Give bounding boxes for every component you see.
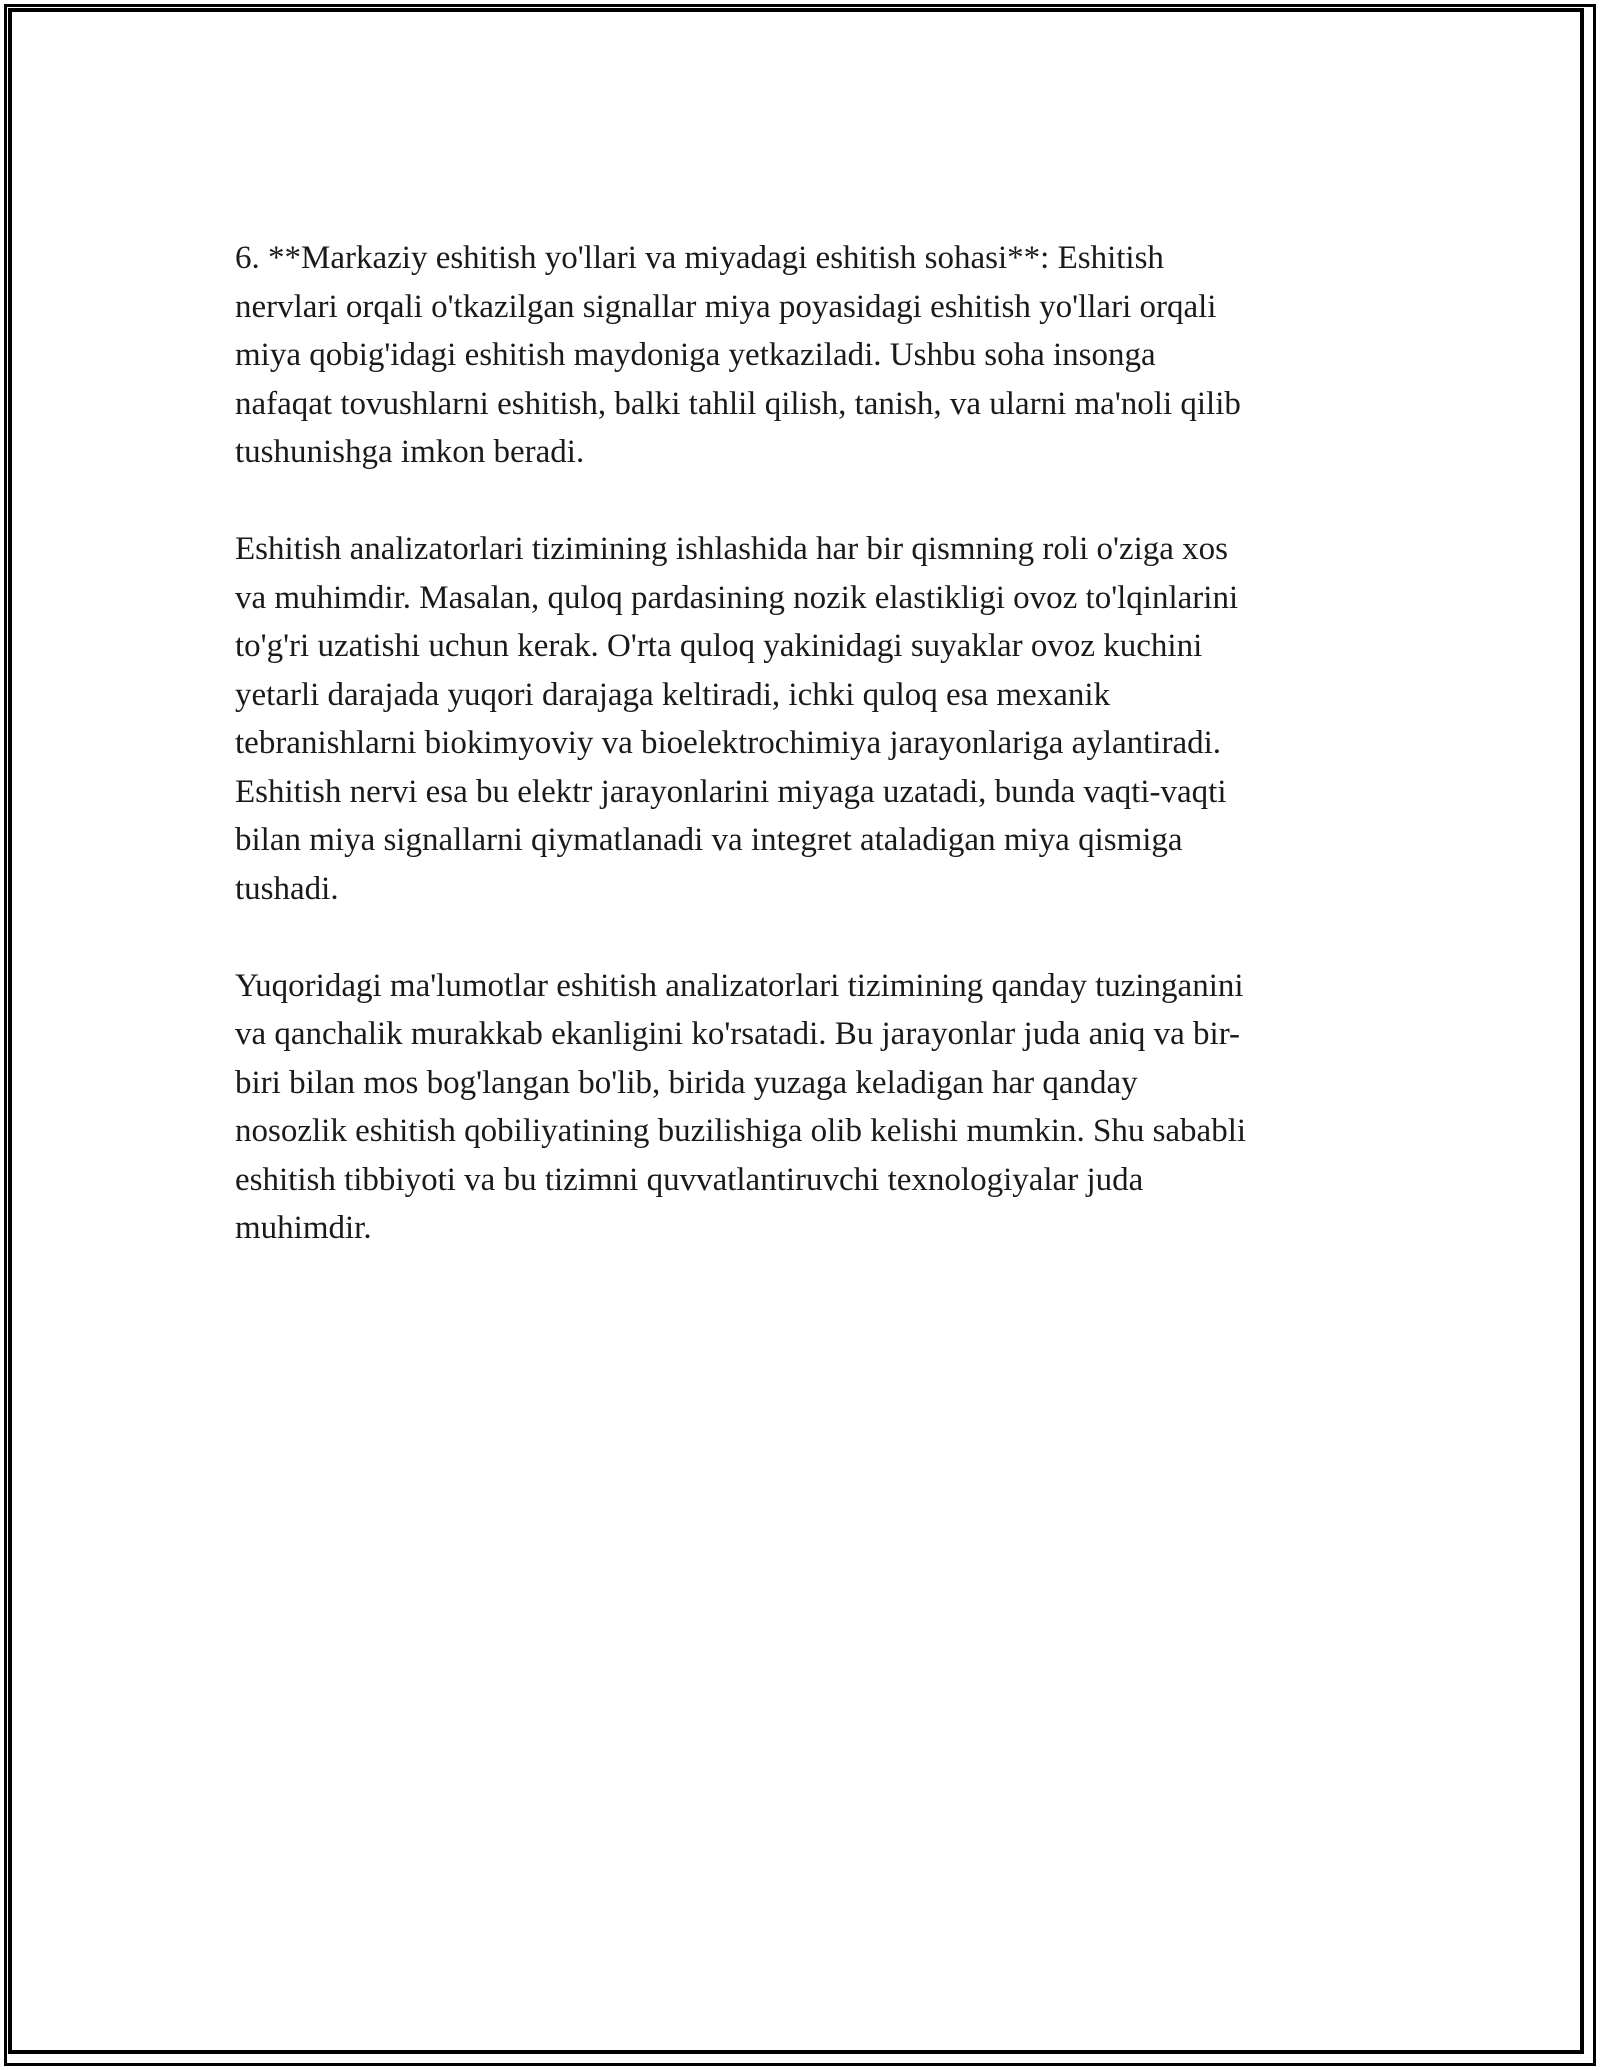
paragraph-auditory-analyzer-roles: Eshitish analizatorlari tizimining ishlashida har bir qismning roli o'ziga xos va muhimdir. Masalan, quloq pardasining nozik elastikligi ovoz to'lqinlarini to'g'ri uzatishi uchun kerak. O'rta quloq yakinidagi suyaklar ovoz kuchini yetarli darajada yuqori darajaga keltiradi, ichki quloq esa mexanik tebranishlarni biokimyoviy va bioelektrochimiya jarayonlariga aylantiradi. Eshitish nervi esa bu elektr jarayonlarini miyaga uzatadi, bunda vaqti-vaqti bilan miya signallarni qiymatlanadi va integret ataladigan miya qismiga tushadi. <box>235 531 1239 907</box>
paragraph-central-auditory-pathways: 6. **Markaziy eshitish yo'llari va miyadagi eshitish sohasi**: Eshitish nervlari orqali o'tkazilgan signallar miya poyasidagi eshitish yo'llari orqali miya qobig'idagi eshitish maydoniga yetkaziladi. Ushbu soha insonga nafaqat tovushlarni eshitish, balki tahlil qilish, tanish, va ularni ma'noli qilib tushunishga imkon beradi. <box>235 240 1241 470</box>
document-body <box>235 234 1365 1301</box>
paragraph-conclusion: Yuqoridagi ma'lumotlar eshitish analizatorlari tizimining qanday tuzinganini va qanchalik murakkab ekanligini ko'rsatadi. Bu jarayonlar juda aniq va bir- biri bilan mos bog'langan bo'lib, birida yuzaga keladigan har qanday nosozlik eshitish qobiliyatining buzilishiga olib kelishi mumkin. Shu sababli eshitish tibbiyoti va bu tizimni quvvatlantiruvchi texnologiyalar juda muhimdir. <box>235 967 1247 1246</box>
